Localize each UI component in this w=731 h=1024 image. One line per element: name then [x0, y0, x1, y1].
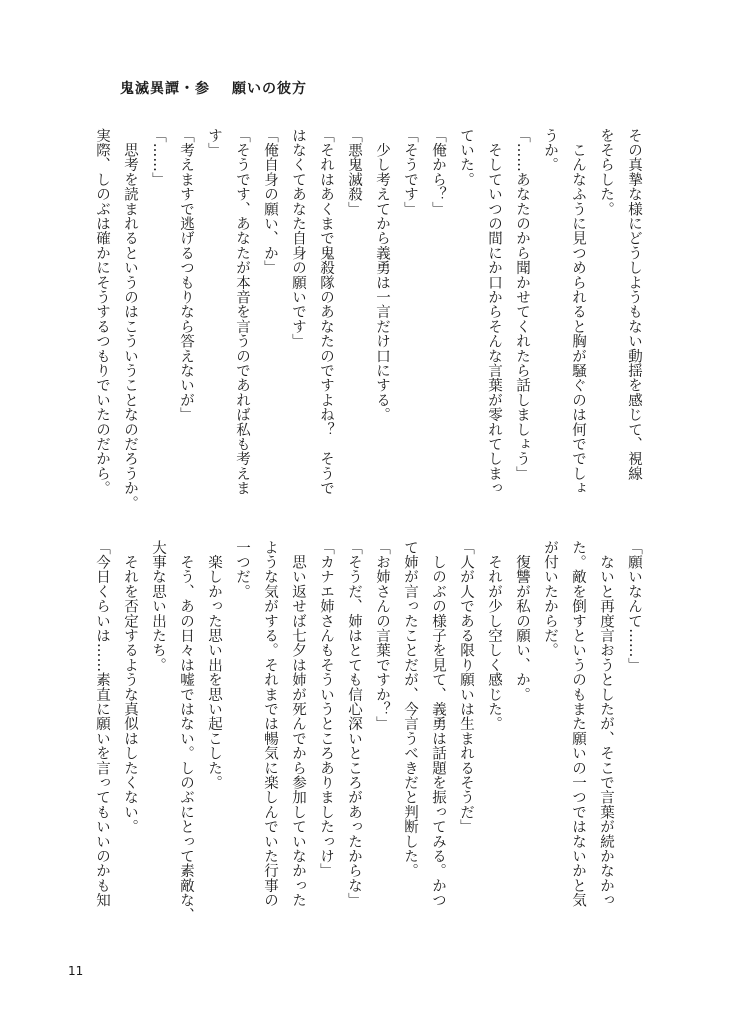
text-column: こんなふうに見つめられると胸が騒ぐのは何ででしょ: [570, 128, 586, 496]
text-column: それを否定するような真似はしたくない。: [122, 540, 138, 834]
text-column: 「そうです」: [402, 128, 418, 217]
running-header: [120, 78, 307, 98]
text-column: 復讐が私の願い、か。: [514, 540, 530, 702]
text-column: 「願いなんて……」: [626, 540, 642, 673]
text-column: 一つだ。: [234, 540, 250, 599]
text-column: ていた。: [458, 128, 474, 187]
text-column: 「お姉さんの言葉ですか？」: [374, 540, 390, 732]
text-column: ないと再度言おうとしたが、そこで言葉が続かなかっ: [598, 540, 614, 908]
text-column: 実際、しのぶは確かにそうするつもりでいたのだから。: [94, 128, 110, 496]
upper-text-block: [0, 128, 648, 511]
lower-text-block: [0, 540, 648, 923]
text-column: た。敵を倒すというのもまた願いの一つではないかと気: [570, 540, 586, 908]
text-column: 楽しかった思い出を思い起こした。: [206, 540, 222, 790]
text-column: て姉が言ったことだが、今言うべきだと判断した。: [402, 540, 418, 879]
text-column: 「……」: [150, 128, 166, 187]
text-column: ような気がする。それまでは暢気に楽しんでいた行事の: [262, 540, 278, 908]
text-column: 「……あなたのから聞かせてくれたら話しましょう」: [514, 128, 530, 481]
text-column: そう、あの日々は嘘ではない。しのぶにとって素敵な、: [178, 540, 194, 923]
text-column: す」: [206, 128, 222, 158]
text-column: 「考えますで逃げるつもりなら答えないが」: [178, 128, 194, 422]
text-column: しのぶの様子を見て、義勇は話題を振ってみる。かつ: [430, 540, 446, 908]
text-column: それが少し空しく感じた。: [486, 540, 502, 732]
text-column: そしていつの間にか口からそんな言葉が零れてしまっ: [486, 128, 502, 496]
text-column: 「俺自身の願い、か」: [262, 128, 278, 275]
text-column: 「人が人である限り願いは生まれるそうだ」: [458, 540, 474, 834]
text-column: うか。: [542, 128, 558, 173]
text-column: 「悪鬼滅殺」: [346, 128, 362, 217]
text-column: 「それはあくまで鬼殺隊のあなたのですよね？ そうで: [318, 128, 334, 496]
text-column: 大事な思い出たち。: [150, 540, 166, 673]
text-column: 思考を読まれるというのはこういうことなのだろうか。: [122, 128, 138, 511]
text-column: 少し考えてから義勇は一言だけ口にする。: [374, 128, 390, 422]
text-column: 「そうだ、姉はとても信心深いところがあったからな」: [346, 540, 362, 908]
text-column: 「今日くらいは……素直に願いを言ってもいいのかも知: [94, 540, 110, 908]
chapter-title: 願いの彼方: [232, 81, 307, 97]
text-column: 「俺から？」: [430, 128, 446, 217]
text-column: が付いたからだ。: [542, 540, 558, 658]
text-column: その真摯な様にどうしようもない動揺を感じて、視線: [626, 128, 642, 481]
text-column: 「そうです、あなたが本音を言うのであれば私も考えま: [234, 128, 250, 496]
text-column: をそらした。: [598, 128, 614, 217]
book-title: 鬼滅異譚・参: [120, 81, 210, 97]
text-column: はなくてあなた自身の願いです」: [290, 128, 306, 349]
text-column: 「カナエ姉さんもそういうところありましたっけ」: [318, 540, 334, 879]
page-number: 11: [68, 964, 84, 978]
text-column: 思い返せば七夕は姉が死んでから参加していなかった: [290, 540, 306, 908]
